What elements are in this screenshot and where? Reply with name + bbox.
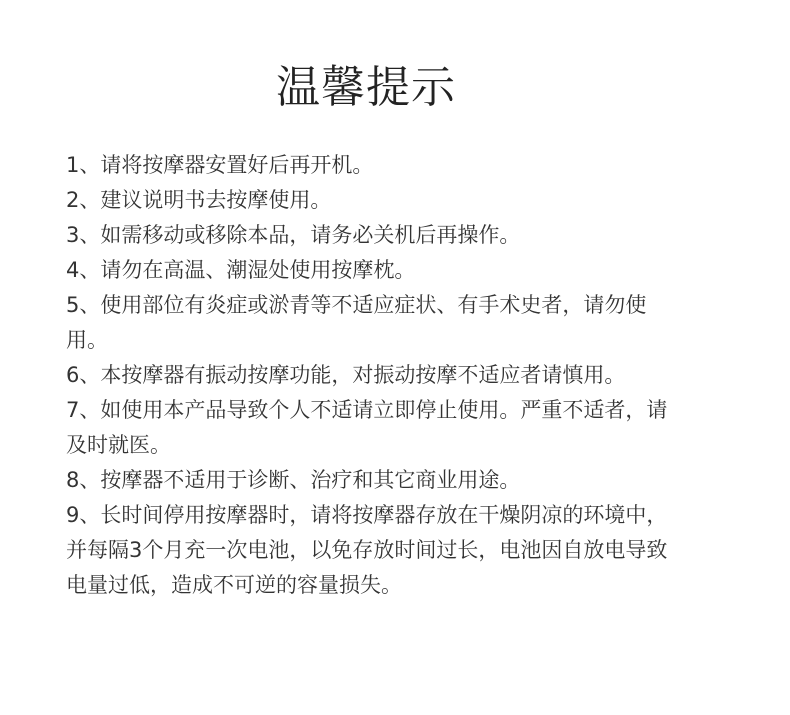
tip-item-4: 4、请勿在高温、潮湿处使用按摩枕。: [66, 258, 416, 282]
tip-item-3: 3、如需移动或移除本品，请务必关机后再操作。: [66, 223, 521, 247]
tip-item-8: 8、按摩器不适用于诊断、治疗和其它商业用途。: [66, 468, 521, 492]
page-title: 温馨提示: [276, 62, 456, 113]
tip-item-2: 2、建议说明书去按摩使用。: [66, 188, 332, 212]
tip-item-5: 5、使用部位有炎症或淤青等不适应症状、有手术史者，请勿使用。: [66, 293, 647, 352]
tip-item-6: 6、本按摩器有振动按摩功能，对振动按摩不适应者请慎用。: [66, 363, 626, 387]
tips-list: [66, 148, 670, 603]
tip-item-9: 9、长时间停用按摩器时，请将按摩器存放在干燥阴凉的环境中，并每隔3个月充一次电池，以免存放时间过长，电池因自放电导致电量过低，造成不可逆的容量损失。: [66, 503, 668, 597]
tip-item-1: 1、请将按摩器安置好后再开机。: [66, 153, 374, 177]
tip-item-7: 7、如使用本产品导致个人不适请立即停止使用。严重不适者，请及时就医。: [66, 398, 668, 457]
